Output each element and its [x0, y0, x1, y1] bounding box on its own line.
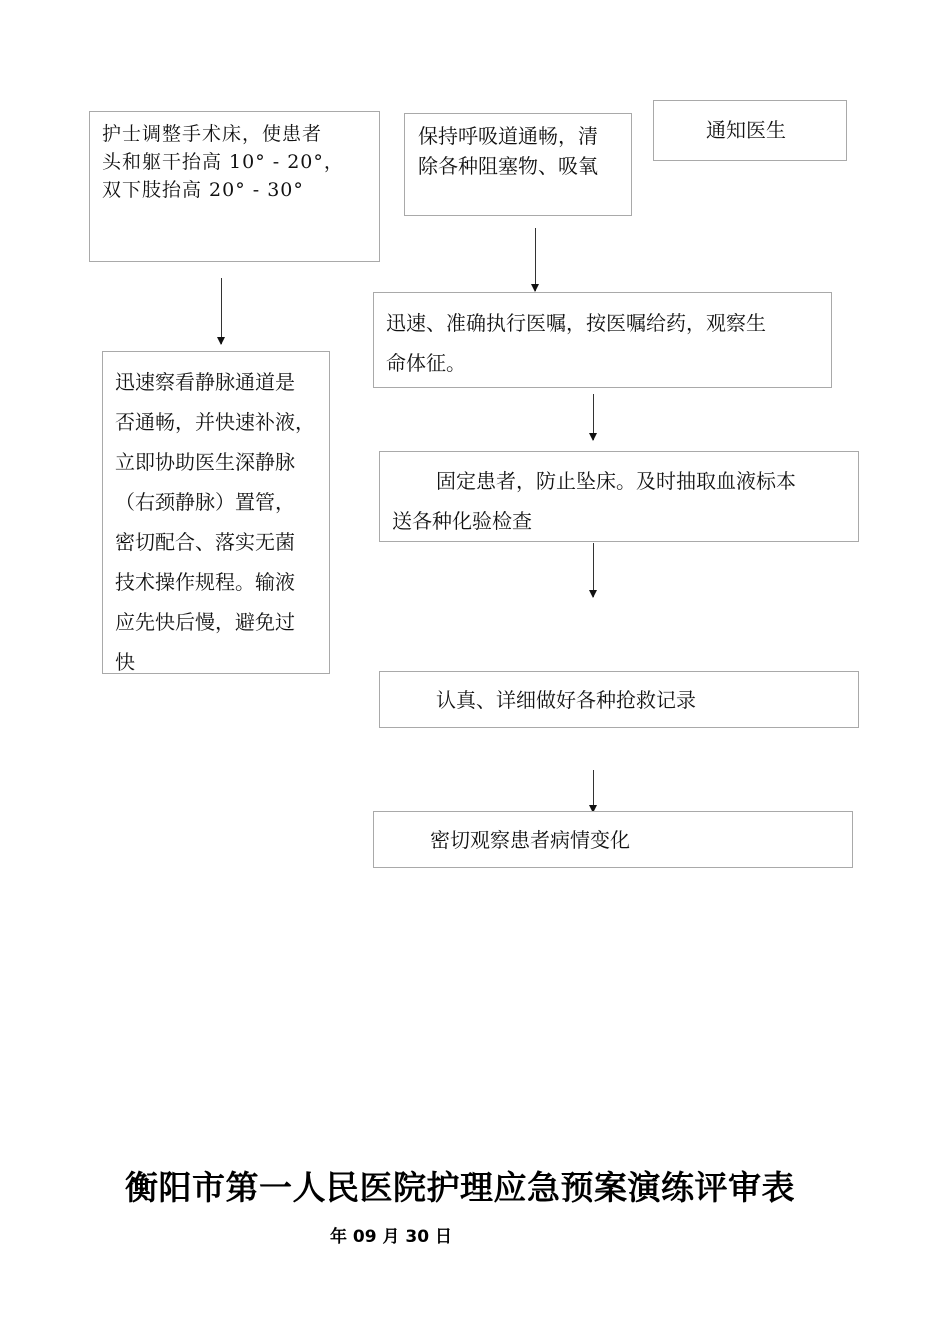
- orders-line-2: 命体征。: [386, 351, 466, 375]
- iv-line-8: 快: [115, 650, 135, 674]
- iv-line-4: （右颈静脉）置管，: [115, 490, 295, 514]
- position-adjust-box: [89, 111, 380, 262]
- position-line-2: 头和躯干抬高 10° - 20°，: [102, 151, 344, 173]
- arrow-fix-to-record: [593, 543, 594, 597]
- fix-line-2: 送各种化验检查: [392, 509, 532, 533]
- observe-text: 密切观察患者病情变化: [430, 828, 630, 852]
- position-line-3: 双下肢抬高 20° - 30°: [102, 179, 304, 201]
- iv-line-1: 迅速察看静脉通道是: [115, 370, 295, 394]
- notify-doctor-text: 通知医生: [706, 118, 786, 142]
- observe-condition-box: [373, 811, 853, 868]
- arrow-orders-to-fix: [593, 394, 594, 440]
- iv-line-2: 否通畅，并快速补液，: [115, 410, 315, 434]
- iv-access-box: [102, 351, 330, 674]
- airway-box: [404, 113, 632, 216]
- evaluation-form-title: 衡阳市第一人民医院护理应急预案演练评审表: [125, 1168, 795, 1207]
- record-text: 认真、详细做好各种抢救记录: [436, 688, 696, 712]
- rescue-record-box: [379, 671, 859, 728]
- arrow-record-to-observe: [593, 770, 594, 812]
- iv-line-7: 应先快后慢，避免过: [115, 610, 295, 634]
- iv-line-3: 立即协助医生深静脉: [115, 450, 295, 474]
- notify-doctor-box: [653, 100, 847, 161]
- arrow-airway-to-orders: [535, 228, 536, 291]
- orders-line-1: 迅速、准确执行医嘱，按医嘱给药，观察生: [386, 311, 766, 335]
- airway-line-1: 保持呼吸道通畅，清: [418, 124, 598, 148]
- execute-orders-box: [373, 292, 832, 388]
- airway-line-2: 除各种阻塞物、吸氧: [418, 154, 598, 178]
- arrow-position-to-iv: [221, 278, 222, 344]
- fix-patient-box: [379, 451, 859, 542]
- evaluation-date: 年 09 月 30 日: [330, 1227, 452, 1247]
- fix-line-1: 固定患者，防止坠床。及时抽取血液标本: [436, 469, 796, 493]
- iv-line-6: 技术操作规程。输液: [115, 570, 295, 594]
- position-line-1: 护士调整手术床，使患者: [102, 123, 323, 145]
- iv-line-5: 密切配合、落实无菌: [115, 530, 295, 554]
